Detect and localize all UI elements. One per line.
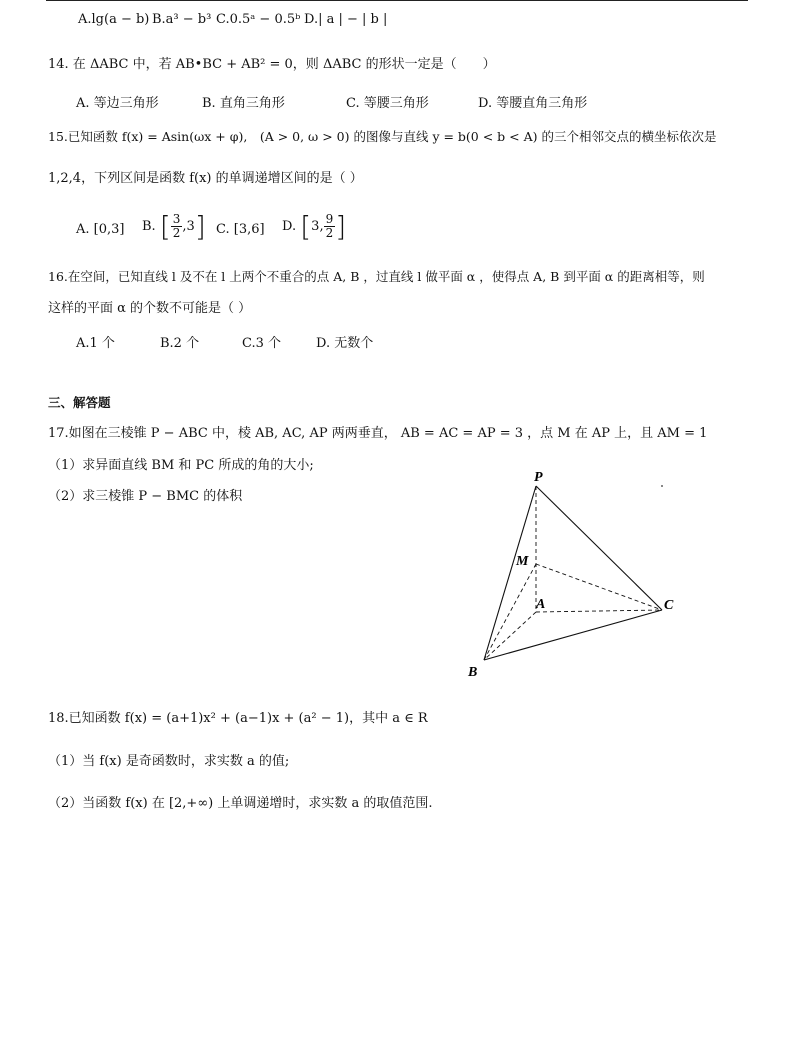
q14-stem: 14. 在 ΔABC 中，若 AB•BC + AB² = 0，则 ΔABC 的形状一定是（ ） [48, 57, 496, 72]
q15-option-d-label: D. [282, 219, 297, 234]
q14-option-c: C. 等腰三角形 [346, 96, 429, 111]
q15-option-a: A. [0,3] [76, 222, 125, 237]
q16-stem-line2: 这样的平面 α 的个数不可能是（ ） [48, 301, 252, 316]
edge-pb [484, 486, 536, 660]
q16-option-b: B.2 个 [160, 336, 200, 351]
q18-part2: （2）当函数 f(x) 在 [2,+∞) 上单调递增时，求实数 a 的取值范围. [48, 796, 433, 811]
section-heading: 三、解答题 [48, 395, 111, 410]
q15-option-d-fraction [324, 213, 336, 240]
q15-option-d [282, 210, 346, 243]
edge-bc [484, 610, 662, 660]
edge-mb-dashed [484, 564, 536, 660]
q18-part1: （1）当 f(x) 是奇函数时，求实数 a 的值; [48, 754, 290, 769]
q14-option-b: B. 直角三角形 [202, 96, 285, 111]
q15-option-c: C. [3,6] [216, 222, 265, 237]
q15-stem-line1: 15.已知函数 f(x) = Asin(ωx + φ), (A > 0, ω > 0) 的图像与直线 y = b(0 < b < A) 的三个相邻交点的横坐标依次是 [48, 129, 717, 144]
vertex-label-c: C [664, 598, 674, 613]
q15-option-b-rbracket: ] [194, 210, 206, 243]
top-rule [46, 0, 748, 1]
vertex-label-p: P [534, 470, 543, 485]
q15-option-b-label: B. [142, 219, 156, 234]
q15-option-d-head: 3, [311, 219, 324, 234]
q15-option-d-rbracket: ] [335, 210, 347, 243]
q15-option-b-numerator: 3 [172, 212, 181, 226]
q15-option-d-numerator: 9 [325, 212, 334, 226]
q17-part2: （2）求三棱锥 P − BMC 的体积 [48, 489, 243, 504]
q13-option-d: D.| a | − | b | [304, 12, 388, 27]
q17-part1: （1）求异面直线 BM 和 PC 所成的角的大小; [48, 458, 314, 473]
q15-option-b-tail: ,3 [182, 219, 195, 234]
vertex-label-m: M [516, 554, 529, 569]
q14-option-d: D. 等腰直角三角形 [478, 96, 588, 111]
tetrahedron-figure [460, 462, 690, 684]
stray-dot [661, 485, 663, 487]
q16-option-d: D. 无数个 [316, 336, 374, 351]
vertex-label-a: A [536, 597, 546, 612]
q13-option-a: A.lg(a − b) [78, 12, 150, 27]
q15-option-b-denominator: 2 [172, 226, 181, 240]
q16-stem-line1: 16.在空间，已知直线 l 及不在 l 上两个不重合的点 A, B ，过直线 l 做平面 α ，使得点 A, B 到平面 α 的距离相等，则 [48, 269, 705, 284]
q18-stem: 18.已知函数 f(x) = (a+1)x² + (a−1)x + (a² − 1)，其中 a ∈ R [48, 711, 428, 726]
q15-option-d-denominator: 2 [325, 226, 334, 240]
edge-mc-dashed [536, 564, 662, 610]
q15-stem-line2: 1,2,4，下列区间是函数 f(x) 的单调递增区间的是（ ） [48, 171, 363, 186]
edge-pc [536, 486, 662, 610]
q16-option-a: A.1 个 [76, 336, 115, 351]
edge-ac-dashed [536, 610, 662, 612]
q17-stem: 17.如图在三棱锥 P − ABC 中，棱 AB, AC, AP 两两垂直， AB = AC = AP = 3 ，点 M 在 AP 上，且 AM = 1 [48, 426, 708, 441]
q13-option-b: B.a³ − b³ [152, 12, 212, 27]
vertex-label-b: B [468, 665, 478, 680]
q15-option-b [142, 210, 206, 243]
q15-option-b-lbracket: [ [159, 210, 171, 243]
q14-option-a: A. 等边三角形 [76, 96, 159, 111]
q13-option-c: C.0.5ᵃ − 0.5ᵇ [216, 12, 301, 27]
q15-option-d-lbracket: [ [300, 210, 312, 243]
q16-option-c: C.3 个 [242, 336, 282, 351]
q15-option-b-fraction [171, 213, 183, 240]
